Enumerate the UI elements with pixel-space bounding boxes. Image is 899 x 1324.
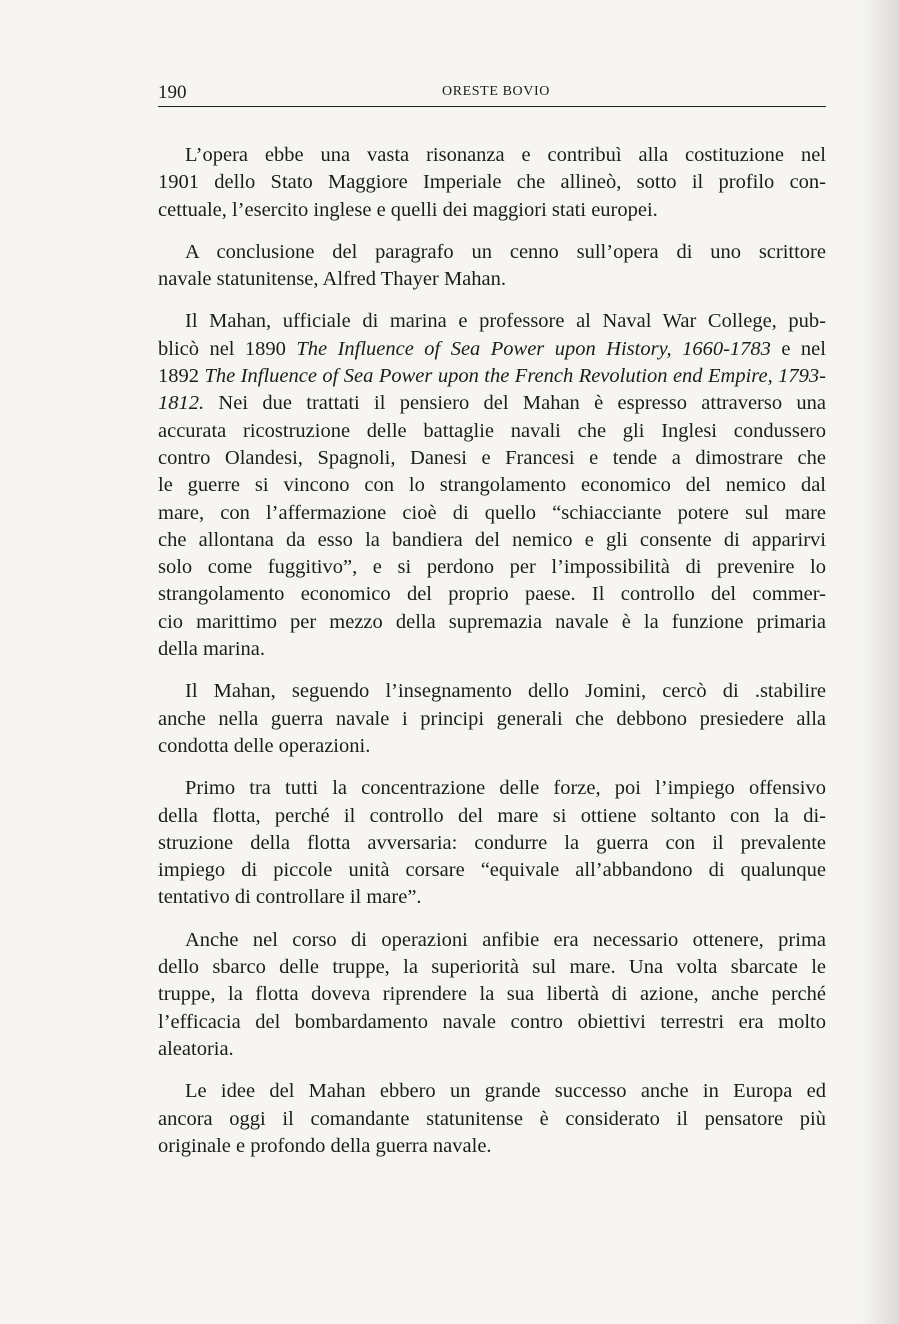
text-line: tentativo di controllare il mare”. [158,886,422,909]
paragraph-1 [158,142,826,224]
text-run: blicò nel 1890 [158,337,297,360]
text-line: accurata ricostruzione delle battaglie navali che gli Inglesi condussero [158,419,826,442]
paragraph-5 [158,775,826,911]
text-line: solo come fuggitivo”, e si perdono per l’impossibilità di prevenire lo [158,556,826,579]
body-text [158,142,826,1175]
text-line: dello sbarco delle truppe, la superiorità sul mare. Una volta sbarcate le [158,956,826,979]
text-line: Anche nel corso di operazioni anfibie era necessario ottenere, prima [185,928,826,951]
text-line: struzione della flotta avversaria: condurre la guerra con il prevalente [158,831,826,854]
text-line: A conclusione del paragrafo un cenno sull’opera di uno scrittore [185,240,826,263]
text-line: navale statunitense, Alfred Thayer Mahan. [158,268,506,291]
text-line: L’opera ebbe una vasta risonanza e contribuì alla costituzione nel [185,144,826,166]
paragraph-4 [158,678,826,760]
text-line: condotta delle operazioni. [158,734,371,757]
text-line: che allontana da esso la bandiera del nemico e gli consente di apparirvi [158,528,826,551]
text-line: impiego di piccole unità corsare “equivale all’abbandono di qualunque [158,859,826,882]
paragraph-6 [158,927,826,1063]
text-line: Le idee del Mahan ebbero un grande successo anche in Europa ed [185,1080,826,1103]
text-line: della marina. [158,638,266,661]
page-edge-shadow [861,0,899,1324]
text-line: della flotta, perché il controllo del mare si ottiene soltanto con la di- [158,804,826,827]
text-run: Nei due trattati il pensiero del Mahan è espresso attraverso una [204,392,826,415]
book-title-1890: The Influence of Sea Power upon History, 1660-1783 [296,337,771,360]
paragraph-3 [158,308,826,663]
text-line: anche nella guerra navale i principi generali che debbono presiedere alla [158,707,826,730]
running-head-author: ORESTE BOVIO [442,84,550,99]
page-number: 190 [158,82,187,103]
text-line: 1901 dello Stato Maggiore Imperiale che allineò, sotto il profilo con- [158,171,826,194]
text-line: ancora oggi il comandante statunitense è considerato il pensatore più [158,1107,826,1130]
text-line-with-title [158,363,826,390]
text-line: le guerre si vincono con lo strangolamento economico del nemico dal [158,474,826,497]
book-title-1892-end: 1812. [158,392,205,415]
text-line: mare, con l’affermazione cioè di quello “schiacciante potere sul mare [158,501,826,524]
text-line: Il Mahan, ufficiale di marina e professore al Naval War College, pub- [185,310,826,333]
text-line: truppe, la flotta doveva riprendere la sua libertà di azione, anche perché [158,983,826,1006]
paragraph-7 [158,1078,826,1160]
text-line: cio marittimo per mezzo della supremazia navale è la funzione primaria [158,610,826,633]
text-line: contro Olandesi, Spagnoli, Danesi e Francesi e tende a dimostrare che [158,446,826,469]
text-line: aleatoria. [158,1037,234,1060]
text-line: Il Mahan, seguendo l’insegnamento dello Jomini, cercò di .stabilire [185,680,826,703]
text-line: Primo tra tutti la concentrazione delle forze, poi l’impiego offensivo [185,777,826,800]
text-line-with-title [158,390,826,417]
text-line: cettuale, l’esercito inglese e quelli dei maggiori stati europei. [158,198,658,221]
text-line: l’efficacia del bombardamento navale contro obiettivi terrestri era molto [158,1010,826,1033]
book-title-1892: The Influence of Sea Power upon the French Revolution end Empire, 1793- [204,365,827,388]
text-run: 1892 [158,365,205,388]
text-line: originale e profondo della guerra navale. [158,1134,492,1157]
text-line-with-title [158,336,826,363]
text-line: strangolamento economico del proprio paese. Il controllo del commer- [158,583,826,606]
running-header [158,80,826,107]
text-run: e nel [770,337,826,360]
paragraph-2 [158,239,826,294]
